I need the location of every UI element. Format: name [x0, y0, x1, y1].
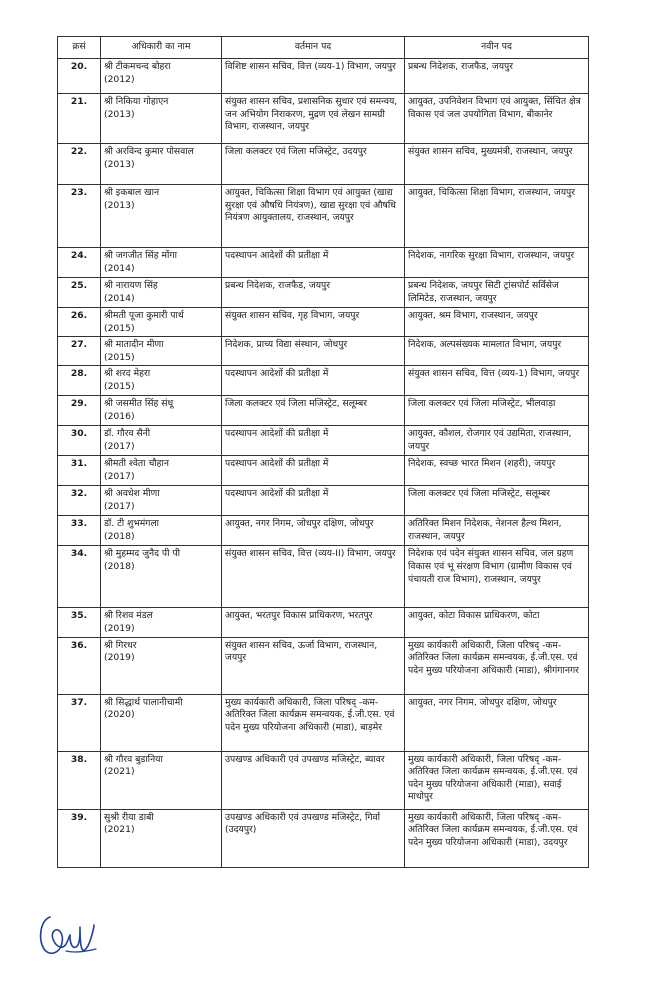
table-row	[58, 248, 589, 278]
table-row	[58, 486, 589, 516]
row-current-post: संयुक्त शासन सचिव, ऊर्जा विभाग, राजस्थान, जयपुर	[222, 637, 405, 694]
row-new-post: आयुक्त, उपनिवेशन विभाग एवं आयुक्त, सिंचित क्षेत्र विकास एवं जल उपयोगिता विभाग, बीकानेर	[405, 94, 589, 144]
row-new-post: संयुक्त शासन सचिव, वित्त (व्यय-1) विभाग, जयपुर	[405, 366, 589, 396]
officer-name: डॉ. टी शुभमंगला	[104, 518, 160, 530]
row-current-post: उपखण्ड अधिकारी एवं उपखण्ड मजिस्ट्रेट, गिर्वा (उदयपुर)	[222, 809, 405, 867]
officer-batch-year: (2020)	[104, 709, 135, 721]
row-serial: 20.	[58, 59, 101, 94]
officer-batch-year: (2013)	[104, 158, 135, 170]
table-row	[58, 278, 589, 308]
table-row	[58, 809, 589, 867]
row-new-post: मुख्य कार्यकारी अधिकारी, जिला परिषद् -कम- अतिरिक्त जिला कार्यक्रम समन्वयक, ई.जी.एस. एवं पदेन मुख्य परियोजना अधिकारी (माडा), श्रीगंगानगर	[405, 637, 589, 694]
row-new-post: प्रबन्ध निदेशक, जयपुर सिटी ट्रांसपोर्ट सर्विसेज लिमिटेड, राजस्थान, जयपुर	[405, 278, 589, 308]
row-serial: 25.	[58, 278, 101, 308]
row-current-post: संयुक्त शासन सचिव, गृह विभाग, जयपुर	[222, 308, 405, 337]
row-serial: 22.	[58, 144, 101, 185]
row-serial: 33.	[58, 516, 101, 546]
row-new-post: अतिरिक्त मिशन निदेशक, नेशनल हैल्थ मिशन, राजस्थान, जयपुर	[405, 516, 589, 546]
officer-batch-year: (2015)	[104, 322, 135, 334]
officer-batch-year: (2015)	[104, 380, 135, 392]
officer-batch-year: (2015)	[104, 351, 135, 363]
table-row	[58, 396, 589, 426]
row-new-post: आयुक्त, कोटा विकास प्राधिकरण, कोटा	[405, 608, 589, 637]
row-officer	[101, 426, 222, 456]
row-officer	[101, 637, 222, 694]
row-new-post: निदेशक, अल्पसंख्यक मामलात विभाग, जयपुर	[405, 337, 589, 366]
row-current-post: विशिष्ट शासन सचिव, वित्त (व्यय-1) विभाग, जयपुर	[222, 59, 405, 94]
row-officer	[101, 185, 222, 248]
table-row	[58, 185, 589, 248]
row-officer	[101, 94, 222, 144]
table-row	[58, 516, 589, 546]
row-new-post: प्रबन्ध निदेशक, राजफैड, जयपुर	[405, 59, 589, 94]
table-row	[58, 426, 589, 456]
row-new-post: निदेशक, स्वच्छ भारत मिशन (शहरी), जयपुर	[405, 456, 589, 486]
row-serial: 37.	[58, 694, 101, 751]
header-current-post: वर्तमान पद	[222, 37, 405, 59]
officer-batch-year: (2016)	[104, 410, 135, 422]
table-row	[58, 144, 589, 185]
officer-batch-year: (2013)	[104, 108, 135, 120]
transfer-order-document	[57, 36, 588, 868]
officer-name: श्री निकिया गोहाएन	[104, 96, 169, 107]
officer-batch-year: (2017)	[104, 470, 135, 482]
row-serial: 27.	[58, 337, 101, 366]
row-officer	[101, 366, 222, 396]
row-current-post: निदेशक, प्राच्य विद्या संस्थान, जोधपुर	[222, 337, 405, 366]
row-new-post: जिला कलक्टर एवं जिला मजिस्ट्रेट, सलूम्बर	[405, 486, 589, 516]
row-new-post: आयुक्त, नगर निगम, जोधपुर दक्षिण, जोधपुर	[405, 694, 589, 751]
row-new-post: आयुक्त, श्रम विभाग, राजस्थान, जयपुर	[405, 308, 589, 337]
row-new-post: आयुक्त, चिकित्सा शिक्षा विभाग, राजस्थान, जयपुर	[405, 185, 589, 248]
row-serial: 21.	[58, 94, 101, 144]
officer-name: श्री नारायण सिंह	[104, 280, 158, 291]
row-serial: 35.	[58, 608, 101, 637]
officer-name: श्री शरद मेहरा	[104, 368, 151, 380]
officer-name: श्री मातादीन मीणा	[104, 339, 164, 351]
officer-batch-year: (2019)	[104, 652, 135, 664]
row-officer	[101, 59, 222, 94]
row-officer	[101, 486, 222, 516]
row-current-post: उपखण्ड अधिकारी एवं उपखण्ड मजिस्ट्रेट, ब्यावर	[222, 751, 405, 809]
row-officer	[101, 456, 222, 486]
officer-name: श्री अवधेश मीणा	[104, 488, 160, 500]
table-row	[58, 337, 589, 366]
row-new-post: आयुक्त, कौशल, रोजगार एवं उद्यमिता, राजस्थान, जयपुर	[405, 426, 589, 456]
officer-name: श्रीमती पूजा कुमारी पार्थ	[104, 310, 184, 321]
row-current-post: जिला कलक्टर एवं जिला मजिस्ट्रेट, सलूम्बर	[222, 396, 405, 426]
row-serial: 23.	[58, 185, 101, 248]
row-new-post: निदेशक, नागरिक सुरक्षा विभाग, राजस्थान, जयपुर	[405, 248, 589, 278]
officer-name: श्री जसमीत सिंह संधू	[104, 398, 174, 410]
row-new-post: निदेशक एवं पदेन संयुक्त शासन सचिव, जल ग्रहण विकास एवं भू संरक्षण विभाग (ग्रामीण विकास एवं पंचायती राज विभाग), राजस्थान, जयपुर	[405, 546, 589, 608]
officer-name: श्री रिशव मंडल	[104, 610, 153, 622]
transfer-table	[57, 36, 589, 868]
header-serial: क्रसं	[58, 37, 101, 59]
row-current-post: आयुक्त, भरतपुर विकास प्राधिकरण, भरतपुर	[222, 608, 405, 637]
officer-batch-year: (2014)	[104, 262, 135, 274]
signature-mark	[36, 905, 100, 963]
row-current-post: पदस्थापन आदेशों की प्रतीक्षा में	[222, 486, 405, 516]
row-current-post: संयुक्त शासन सचिव, प्रशासनिक सुधार एवं समन्वय, जन अभियोग निराकरण, मुद्रण एवं लेखन सामग्री विभाग, राजस्थान, जयपुर	[222, 94, 405, 144]
table-row	[58, 456, 589, 486]
officer-name: डॉ. गौरव सैनी	[104, 428, 151, 440]
officer-name: श्री गिरधर	[104, 639, 137, 651]
row-serial: 26.	[58, 308, 101, 337]
table-row	[58, 694, 589, 751]
row-serial: 30.	[58, 426, 101, 456]
row-serial: 29.	[58, 396, 101, 426]
officer-batch-year: (2017)	[104, 440, 135, 452]
officer-name: श्री मुहम्मद जुनैद पी पी	[104, 548, 181, 560]
row-officer	[101, 248, 222, 278]
officer-name: श्री इकबाल खान	[104, 187, 160, 198]
table-body	[58, 59, 589, 868]
row-current-post: पदस्थापन आदेशों की प्रतीक्षा में	[222, 248, 405, 278]
officer-name: श्री सिद्धार्थ पालानीचामी	[104, 696, 183, 708]
officer-batch-year: (2017)	[104, 500, 135, 512]
header-new-post: नवीन पद	[405, 37, 589, 59]
row-new-post: मुख्य कार्यकारी अधिकारी, जिला परिषद् -कम- अतिरिक्त जिला कार्यक्रम समन्वयक, ई.जी.एस. एवं पदेन मुख्य परियोजना अधिकारी (माडा), उदयपुर	[405, 809, 589, 867]
table-row	[58, 94, 589, 144]
row-current-post: मुख्य कार्यकारी अधिकारी, जिला परिषद् -कम- अतिरिक्त जिला कार्यक्रम समन्वयक, ई.जी.एस. एवं पदेन मुख्य परियोजना अधिकारी (माडा), बाड़मेर	[222, 694, 405, 751]
row-current-post: पदस्थापन आदेशों की प्रतीक्षा में	[222, 366, 405, 396]
row-officer	[101, 546, 222, 608]
table-row	[58, 751, 589, 809]
row-officer	[101, 278, 222, 308]
row-current-post: आयुक्त, चिकित्सा शिक्षा विभाग एवं आयुक्त (खाद्य सुरक्षा एवं औषधि नियंत्रण), खाद्य सुरक्षा एवं औषधि नियंत्रण आयुक्तालय, राजस्थान, जयपुर	[222, 185, 405, 248]
row-officer	[101, 751, 222, 809]
row-serial: 38.	[58, 751, 101, 809]
officer-batch-year: (2018)	[104, 560, 135, 572]
row-current-post: संयुक्त शासन सचिव, वित्त (व्यय-II) विभाग, जयपुर	[222, 546, 405, 608]
table-row	[58, 308, 589, 337]
table-row	[58, 59, 589, 94]
row-serial: 34.	[58, 546, 101, 608]
row-officer	[101, 694, 222, 751]
row-officer	[101, 809, 222, 867]
table-row	[58, 637, 589, 694]
table-row	[58, 608, 589, 637]
row-officer	[101, 516, 222, 546]
officer-batch-year: (2021)	[104, 824, 135, 836]
row-serial: 24.	[58, 248, 101, 278]
row-serial: 31.	[58, 456, 101, 486]
row-serial: 36.	[58, 637, 101, 694]
row-officer	[101, 396, 222, 426]
row-serial: 39.	[58, 809, 101, 867]
row-current-post: आयुक्त, नगर निगम, जोधपुर दक्षिण, जोधपुर	[222, 516, 405, 546]
row-current-post: जिला कलक्टर एवं जिला मजिस्ट्रेट, उदयपुर	[222, 144, 405, 185]
table-header-row	[58, 37, 589, 59]
officer-name: सुश्री रीया डाबी	[104, 811, 154, 823]
officer-name: श्रीमती श्वेता चौहान	[104, 458, 170, 470]
officer-name: श्री टीकमचन्द बोहरा	[104, 61, 171, 72]
officer-batch-year: (2021)	[104, 766, 135, 778]
row-new-post: जिला कलक्टर एवं जिला मजिस्ट्रेट, भीलवाड़ा	[405, 396, 589, 426]
row-officer	[101, 144, 222, 185]
table-row	[58, 366, 589, 396]
officer-batch-year: (2014)	[104, 292, 135, 304]
officer-name: श्री जगजीत सिंह मोंगा	[104, 250, 177, 261]
header-officer-name: अधिकारी का नाम	[101, 37, 222, 59]
row-current-post: पदस्थापन आदेशों की प्रतीक्षा में	[222, 456, 405, 486]
row-serial: 28.	[58, 366, 101, 396]
officer-batch-year: (2018)	[104, 530, 135, 542]
row-new-post: मुख्य कार्यकारी अधिकारी, जिला परिषद् -कम- अतिरिक्त जिला कार्यक्रम समन्वयक, ई.जी.एस. एवं पदेन मुख्य परियोजना अधिकारी (माडा), सवाई माधोपुर	[405, 751, 589, 809]
row-new-post: संयुक्त शासन सचिव, मुख्यमंत्री, राजस्थान, जयपुर	[405, 144, 589, 185]
officer-name: श्री अरविन्द कुमार पोसवाल	[104, 146, 194, 157]
row-serial: 32.	[58, 486, 101, 516]
row-officer	[101, 337, 222, 366]
table-row	[58, 546, 589, 608]
row-officer	[101, 308, 222, 337]
officer-batch-year: (2012)	[104, 73, 135, 85]
row-current-post: पदस्थापन आदेशों की प्रतीक्षा में	[222, 426, 405, 456]
row-officer	[101, 608, 222, 637]
row-current-post: प्रबन्ध निदेशक, राजफैड, जयपुर	[222, 278, 405, 308]
officer-batch-year: (2013)	[104, 199, 135, 211]
officer-batch-year: (2019)	[104, 622, 135, 634]
officer-name: श्री गौरव बुडानिया	[104, 753, 163, 765]
